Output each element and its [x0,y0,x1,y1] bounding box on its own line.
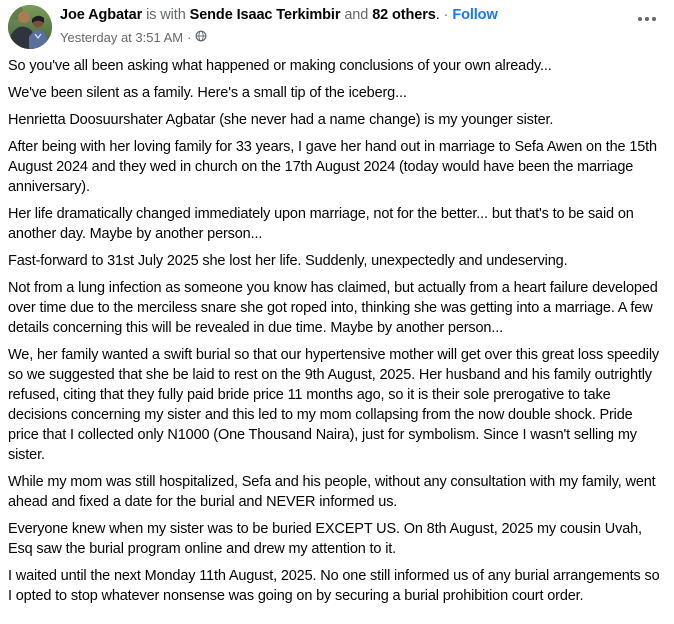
post-title-line [60,6,498,25]
post-paragraph: We, her family wanted a swift burial so that our hypertensive mother will get over this great loss speedily so we suggested that she be laid to rest on the 9th August, 2025. Her husband and his family outrightly refused, citing that they fully paid bride price 11 months ago, so it is their sole prerogative to take decisions concerning my sister and this led to my mom collapsing from the now double shock. Pride price that I collected only N1000 (One Thousand Naira), just for symbolism. Since I wasn't selling my sister. [8,347,659,463]
post-paragraph: So you've all been asking what happened or making conclusions of your own already... [8,58,552,74]
post-paragraph: After being with her loving family for 33 years, I gave her hand out in marriage to Sefa Awen on the 15th August 2024 and they wed in church on the 17th August 2024 (today would have been the marriage anniversary). [8,139,657,195]
header-info [60,5,498,46]
and-text: and [344,7,369,23]
post-paragraph: While my mom was still hospitalized, Sefa and his people, without any consultation with my family, went ahead and fixed a date for the burial and NEVER informed us. [8,474,656,510]
is-with-text: is with [146,7,186,23]
post-body [0,49,674,606]
post-paragraph: Henrietta Doosuurshater Agbatar (she never had a name change) is my younger sister. [8,112,554,128]
post-options-button[interactable] [634,11,660,27]
three-dots-icon [638,17,642,21]
author-name-link[interactable]: Joe Agbatar [60,7,143,23]
meta-dot-separator: · [187,29,192,45]
author-avatar[interactable] [8,5,52,49]
three-dots-icon [645,17,649,21]
three-dots-icon [652,17,656,21]
timestamp-link[interactable]: Yesterday at 3:51 AM [60,29,184,45]
post-paragraph: Everyone knew when my sister was to be buried EXCEPT US. On 8th August, 2025 my cousin Uvah, Esq saw the burial program online and drew my attention to it. [8,521,642,557]
tagged-user-link[interactable]: Sende Isaac Terkimbir [189,7,341,23]
follow-button[interactable]: Follow [452,7,498,23]
post-paragraph: I waited until the next Monday 11th August, 2025. No one still informed us of any burial arrangements so I opted to stop whatever nonsense was going on by securing a burial prohibition court order. [8,568,660,604]
post-paragraph: We've been silent as a family. Here's a small tip of the iceberg... [8,85,407,101]
globe-icon [195,29,207,46]
post-meta-line [60,28,498,46]
profile-photo-icon [8,5,52,49]
post-paragraph: Fast-forward to 31st July 2025 she lost her life. Suddenly, unexpectedly and undeserving. [8,253,568,269]
dot-separator: · [443,7,449,23]
others-count-link[interactable]: 82 others [372,7,436,23]
post-paragraph: Her life dramatically changed immediately upon marriage, not for the better... but that's to be said on another day. Maybe by another person... [8,206,634,242]
post-paragraph: Not from a lung infection as someone you know has claimed, but actually from a heart failure developed over time due to the merciless snare she got roped into, thinking she was getting into a marriage. A few details concerning this will be revealed in due time. Maybe by another person... [8,280,658,336]
period-text: . [435,7,440,23]
post-header [0,0,674,49]
